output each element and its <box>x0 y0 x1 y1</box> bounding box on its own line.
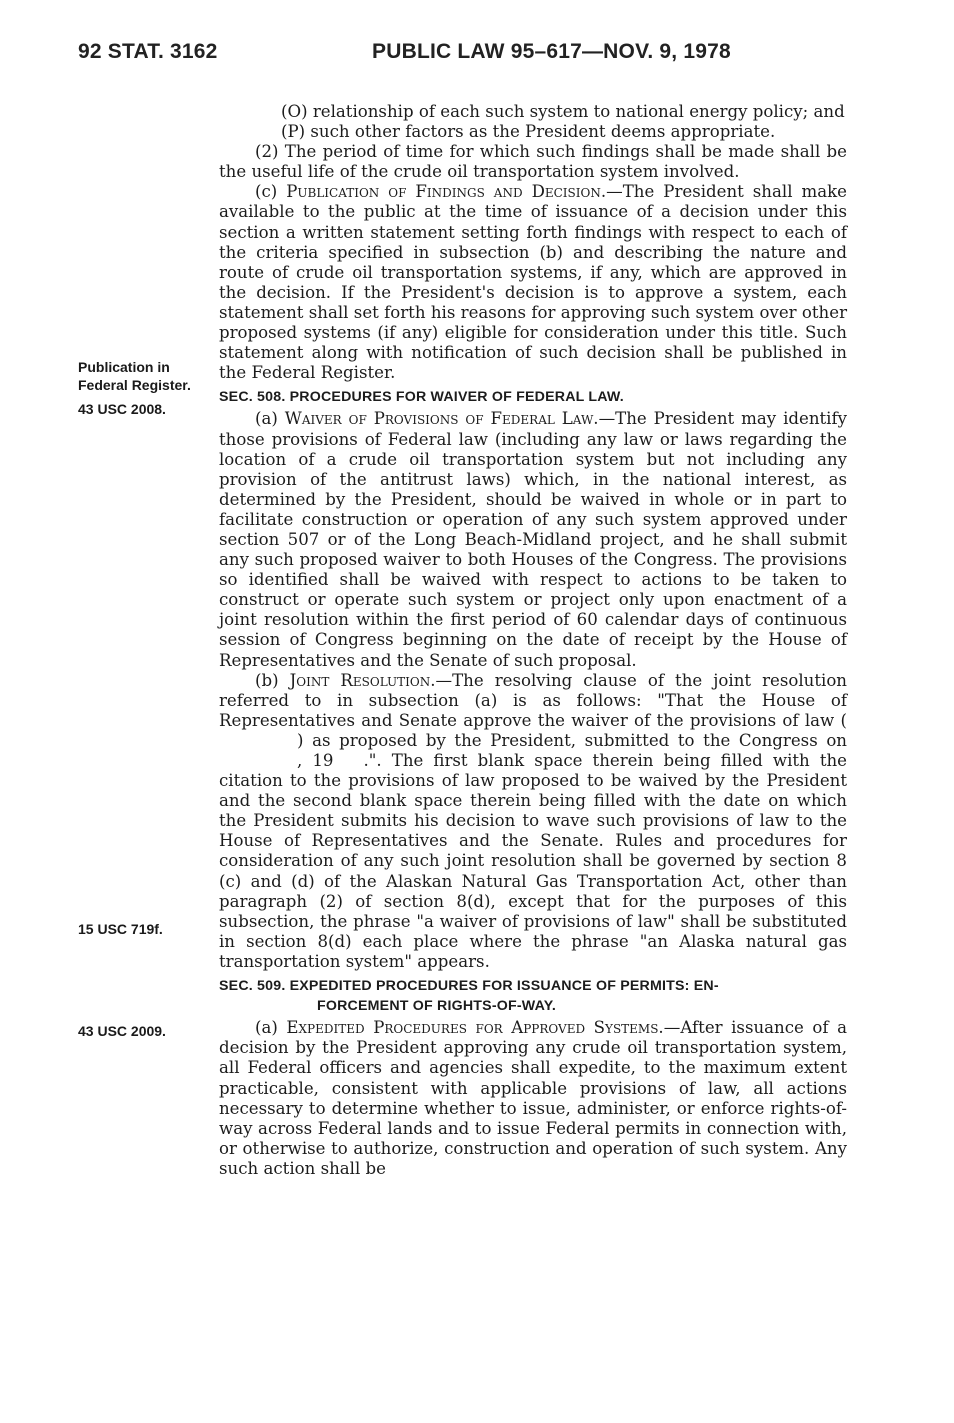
main-text-column <box>219 102 847 1179</box>
margin-note-publication-line1: Publication in <box>78 359 170 375</box>
section-508-a-heading: Waiver of Provisions of Federal Law. <box>284 409 599 429</box>
section-509-heading <box>219 976 847 1016</box>
subsection-c-text: —The President shall make available to the public at the time of issuance of a decision under this section a written statement setting forth findings with respect to each of the criteria specified in subsection (b) and describing the nature and route of crude oil transportation systems, if any, which are approved in the decision. If the President's decision is to approve a system, each statement shall set forth his reasons for approving such system over other proposed systems (if any) eligible for consideration under this title. Such statement along with notification of such decision shall be published in the Federal Register. <box>219 182 847 383</box>
section-508-b-text-part3: , 19 <box>297 751 334 770</box>
section-509-heading-line1: SEC. 509. EXPEDITED PROCEDURES FOR ISSUANCE OF PERMITS: EN- <box>219 978 719 995</box>
section-508-b-text-part4: .". The first blank space therein being filled with the citation to the provisions of law proposed to be waived by the President and the second blank space therein being filled with the date on which the President submits his decision to wave such provisions of law to the House of Representatives and the Senate. Rules and procedures for consideration of any such joint resolution shall be governed by section 8 (c) and (d) of the Alaskan Natural Gas Transportation Act, other than paragraph (2) of section 8(d), except that for the purposes of this subsection, the phrase "a waiver of provisions of law" shall be substituted in section 8(d) each place where the phrase "an Alaska natural gas transportation system" appears. <box>219 751 847 971</box>
section-509-subsection-a <box>219 1018 847 1179</box>
margin-note-15-usc-719f: 15 USC 719f. <box>78 921 163 937</box>
subsection-c-heading: Publication of Findings and Decision. <box>286 182 607 202</box>
section-508-subsection-b <box>219 671 847 972</box>
paragraph-2: (2) The period of time for which such findings shall be made shall be the useful life of the crude oil transportation system involved. <box>219 142 847 182</box>
section-508-subsection-a <box>219 409 847 670</box>
page-stat-citation: 92 STAT. 3162 <box>78 40 218 63</box>
section-509-a-text: —After issuance of a decision by the President approving any crude oil transportation system, all Federal officers and agencies shall expedite, to the maximum extent practicable, consistent with applicable provisions of law, all actions necessary to determine whether to issue, administer, or enforce rights-of-way across Federal lands and to issue Federal permits in connection with, or otherwise to authorize, construction and operation of such system. Any such action shall be <box>219 1018 847 1178</box>
section-508-a-label: (a) <box>255 409 285 429</box>
running-head-title: PUBLIC LAW 95–617—NOV. 9, 1978 <box>372 40 731 63</box>
paragraph-o: (O) relationship of each such system to national energy policy; and <box>281 102 845 121</box>
margin-note-publication <box>78 358 191 394</box>
paragraph-p: (P) such other factors as the President deems appropriate. <box>281 122 776 142</box>
section-508-b-text-part1: —The resolving clause of the joint resolution referred to in subsection (a) is as follows: "That the House of Representatives and Senate approve the waiver of the provisions of law ( <box>219 670 847 730</box>
margin-note-publication-line2: Federal Register. <box>78 377 191 393</box>
section-508-b-label: (b) <box>255 670 290 690</box>
subsection-c-label: (c) <box>255 182 287 202</box>
section-508-b-text-part2: ) as proposed by the President, submitted to the Congress on <box>297 730 847 750</box>
section-508-heading: SEC. 508. PROCEDURES FOR WAIVER OF FEDERAL LAW. <box>219 389 624 406</box>
margin-note-43-usc-2008: 43 USC 2008. <box>78 401 166 417</box>
subsection-c <box>219 182 847 383</box>
margin-note-43-usc-2009: 43 USC 2009. <box>78 1023 166 1039</box>
section-508-b-heading: Joint Resolution. <box>289 670 436 690</box>
section-509-a-heading: Expedited Procedures for Approved Systems. <box>286 1018 664 1038</box>
section-508-a-text: —The President may identify those provisions of Federal law (including any law or laws regarding the location of a crude oil transportation system but not including any provision of the antitrust laws) which, in the national interest, as determined by the President, should be waived in whole or in part to facilitate construction or operation of any such system approved under section 507 or of the Long Beach-Midland project, and he shall submit any such proposed waiver to both Houses of the Congress. The provisions so identified shall be waived with respect to actions to be taken to construct or operate such system or project only upon enactment of a joint resolution within the first period of 60 calendar days of continuous session of Congress beginning on the date of receipt by the House of Representatives and the Senate of such proposal. <box>219 409 848 670</box>
section-509-heading-line2: FORCEMENT OF RIGHTS-OF-WAY. <box>317 998 556 1015</box>
section-509-a-label: (a) <box>255 1018 287 1038</box>
